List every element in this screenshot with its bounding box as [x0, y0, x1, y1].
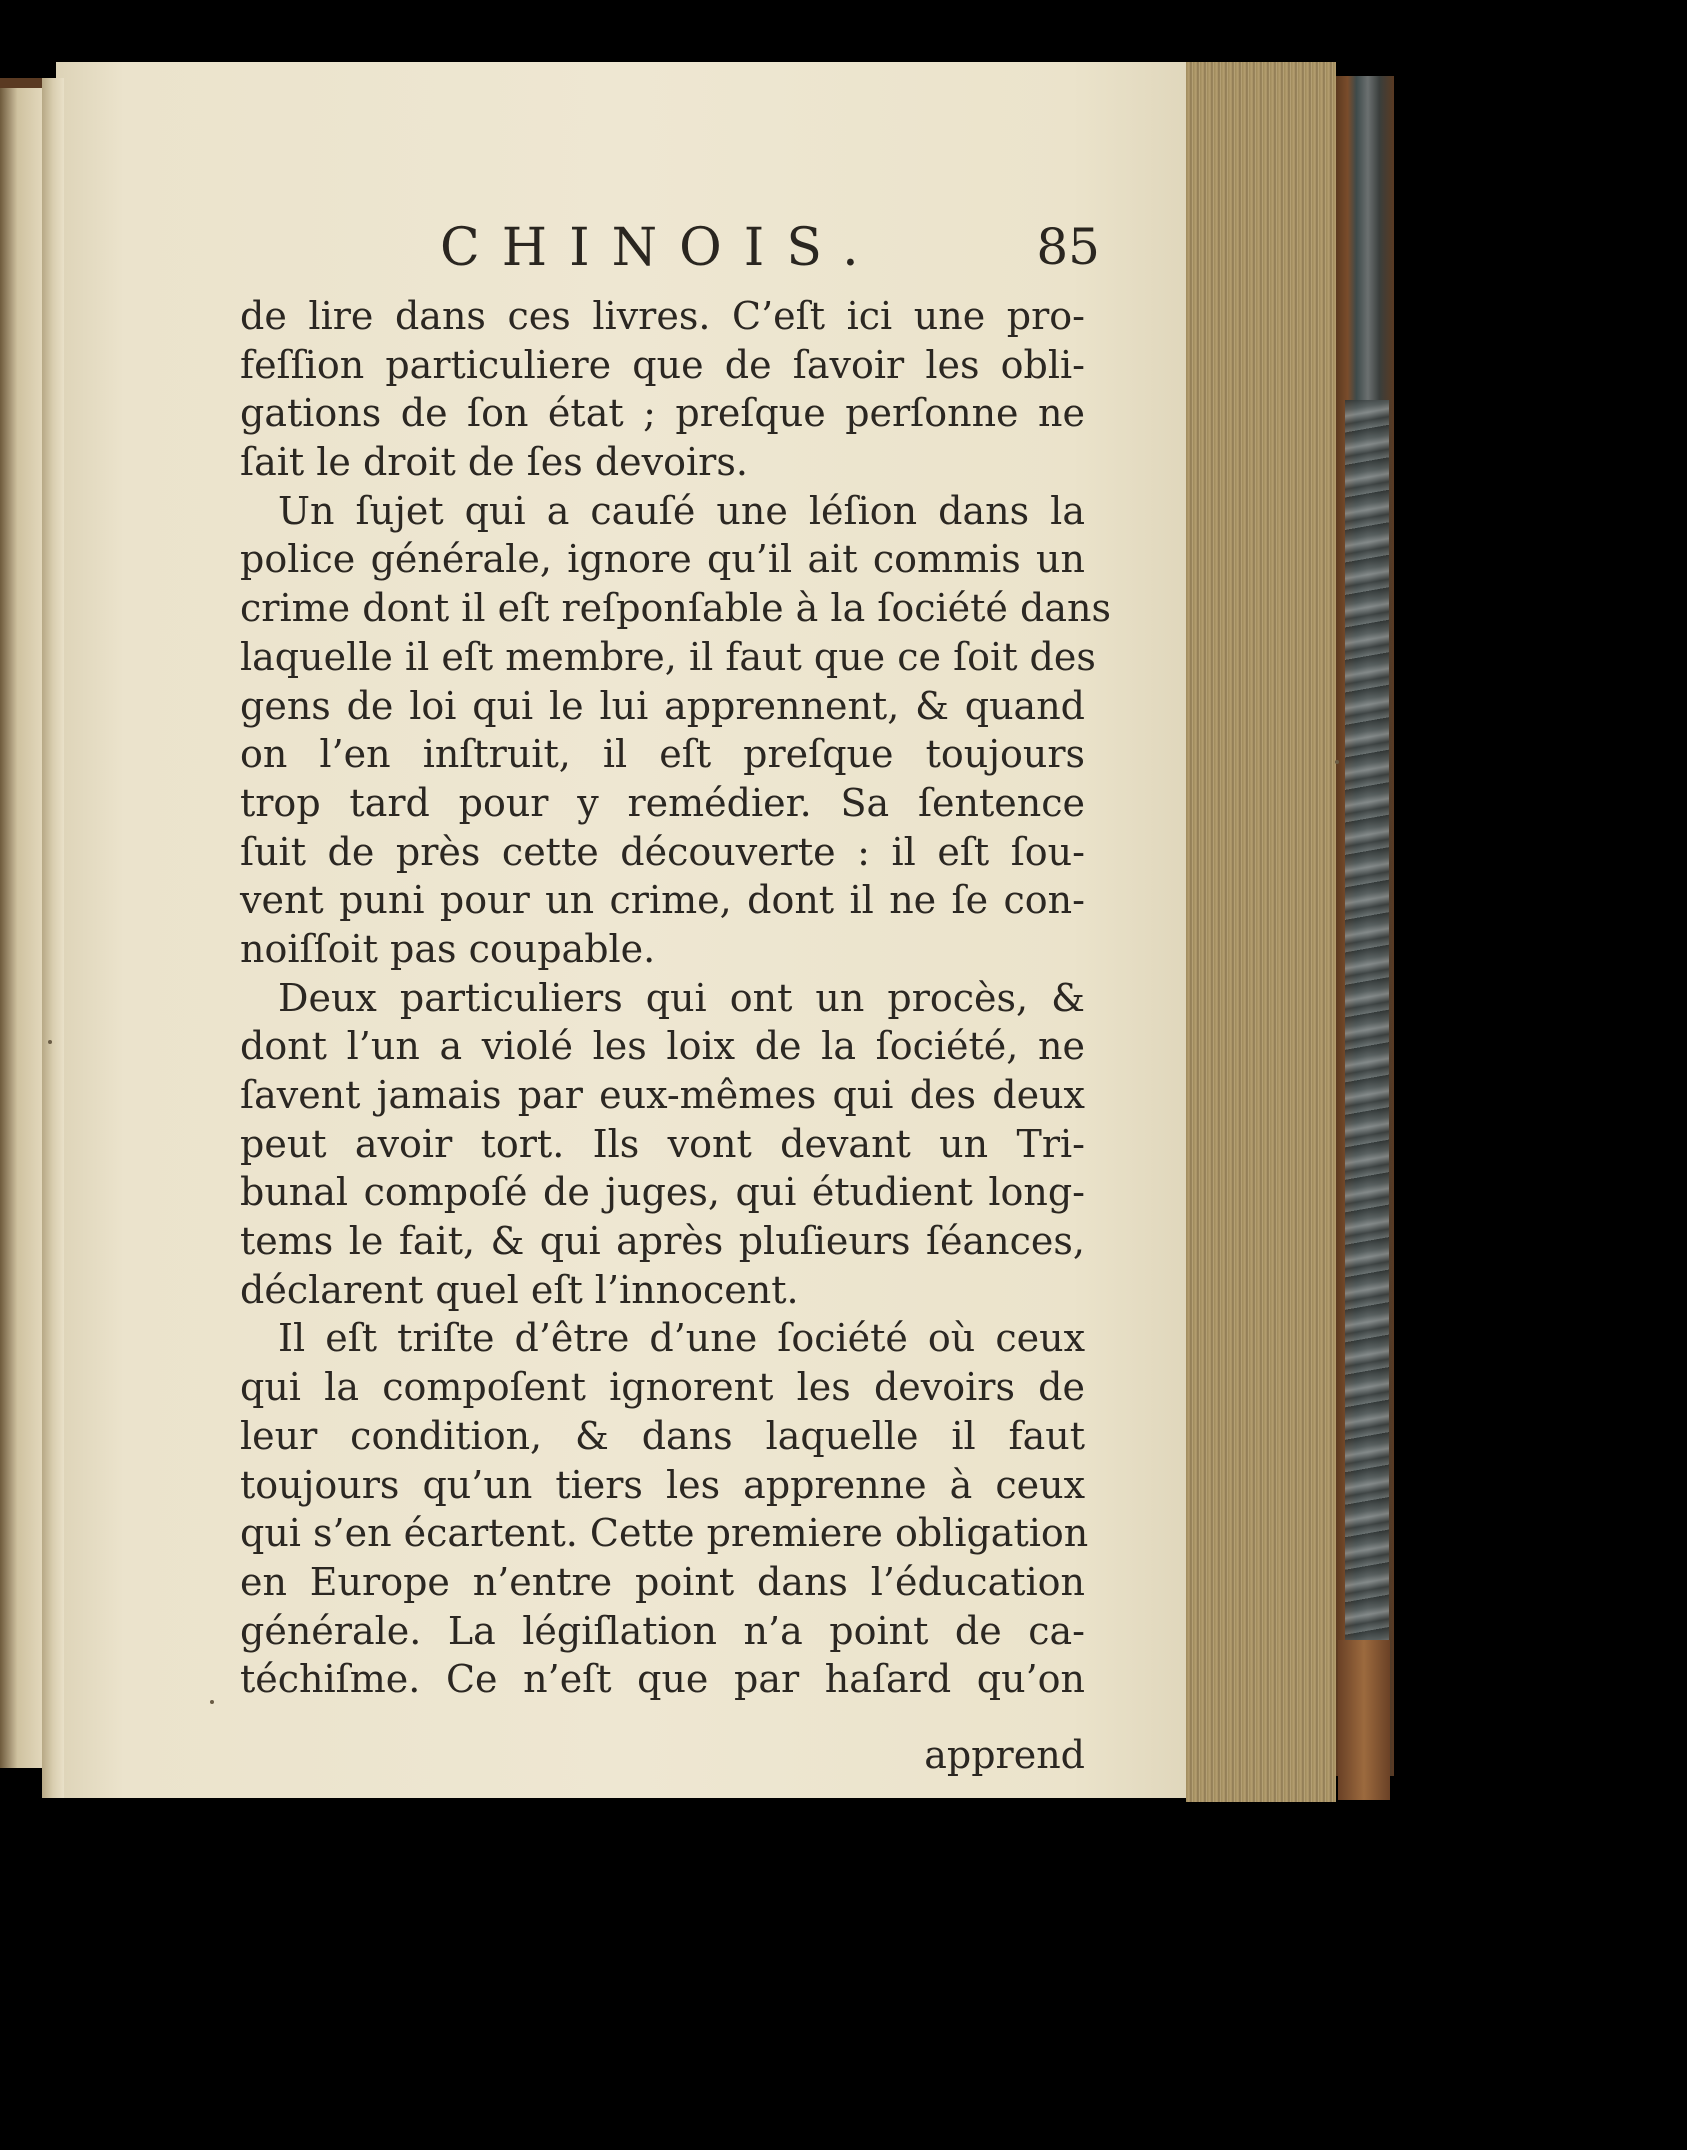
body-text — [240, 292, 1111, 1704]
text-line: Il eſt triſte d’être d’une ſociété où ceux — [278, 1316, 1085, 1361]
text-line: laquelle il eſt membre, il faut que ce ſoit des — [240, 634, 1096, 679]
catchword: apprend — [924, 1733, 1085, 1777]
text-line: ſavent jamais par eux-mêmes qui des deux — [240, 1073, 1085, 1117]
text-line: dont l’un a violé les loix de la ſociété, ne — [240, 1024, 1085, 1069]
leather-corner — [1338, 1640, 1390, 1800]
text-line: feſſion particuliere que de ſavoir les obli- — [240, 342, 1085, 387]
text-line: ſait le droit de ſes devoirs. — [240, 440, 748, 485]
text-line: peut avoir tort. Ils vont devant un Tri- — [240, 1121, 1085, 1166]
text-line: bunal compoſé de juges, qui étudient long- — [240, 1170, 1085, 1215]
text-line: crime dont il eſt reſponſable à la ſociété dans — [240, 586, 1111, 631]
text-line: de lire dans ces livres. C’eſt ici une pro- — [240, 294, 1085, 338]
running-title: CHINOIS. — [440, 218, 881, 278]
text-line: Un ſujet qui a cauſé une léſion dans la — [278, 488, 1085, 533]
page-block-fore-edge — [1186, 62, 1336, 1802]
text-line: gens de loi qui le lui apprennent, & quand — [240, 683, 1085, 728]
text-line: trop tard pour y remédier. Sa ſentence — [240, 780, 1085, 825]
text-line: police générale, ignore qu’il ait commis un — [240, 537, 1085, 582]
text-line: on l’en inſtruit, il eſt preſque toujours — [240, 732, 1085, 777]
text-line: téchiſme. Ce n’eſt que par haſard qu’on — [240, 1657, 1085, 1702]
text-line: qui s’en écartent. Cette premiere obligation — [240, 1511, 1089, 1556]
margin-speck — [48, 1040, 52, 1044]
margin-speck — [210, 1700, 214, 1704]
page-gutter — [42, 78, 64, 1798]
text-line: déclarent quel eſt l’innocent. — [240, 1267, 799, 1312]
text-line: qui la compoſent ignorent les devoirs de — [240, 1365, 1085, 1410]
text-line: tems le fait, & qui après pluſieurs ſéances, — [240, 1219, 1085, 1264]
text-line: toujours qu’un tiers les apprenne à ceux — [240, 1462, 1085, 1507]
running-head — [240, 218, 1100, 288]
marbled-board — [1345, 400, 1389, 1640]
text-line: en Europe n’entre point dans l’éducation — [240, 1559, 1085, 1604]
text-line: noiſſoit pas coupable. — [240, 926, 656, 971]
margin-speck — [1335, 760, 1339, 764]
text-line: générale. La légiſlation n’a point de ca- — [240, 1608, 1085, 1653]
text-line: leur condition, & dans laquelle il faut — [240, 1413, 1085, 1458]
page-number: 85 — [1036, 218, 1100, 276]
text-line: ſuit de près cette découverte : il eſt ſou- — [240, 829, 1085, 874]
text-line: vent puni pour un crime, dont il ne ſe con- — [240, 878, 1085, 923]
text-line: Deux particuliers qui ont un procès, & — [278, 975, 1085, 1020]
text-line: gations de ſon état ; preſque perſonne ne — [240, 391, 1085, 436]
